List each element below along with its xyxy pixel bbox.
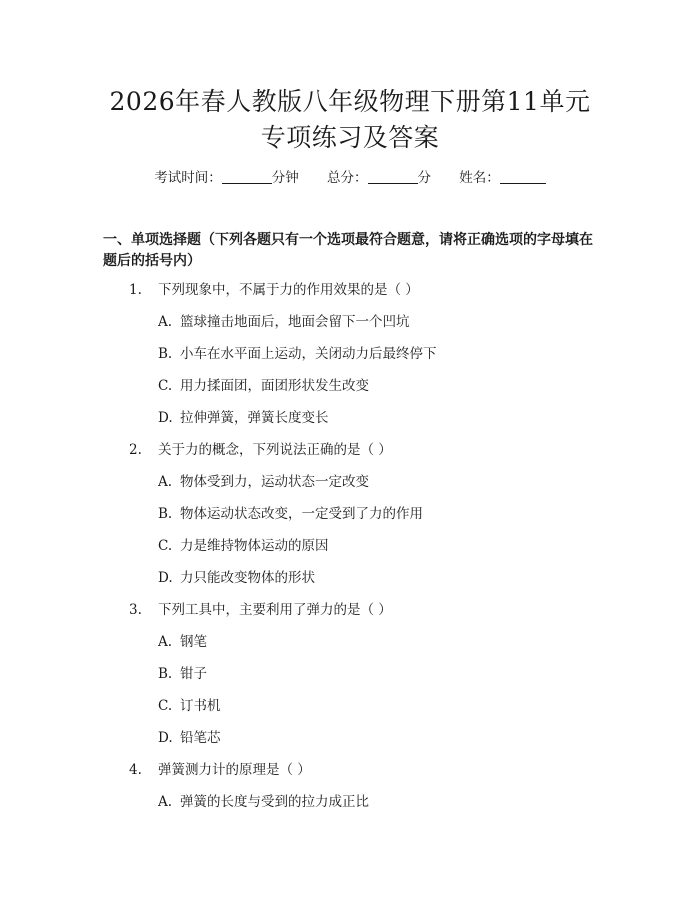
question-2-option-d [158,568,315,588]
option-letter: A. [158,314,173,330]
option-letter: B. [158,666,173,682]
option-text: 钢笔 [180,634,207,650]
question-2 [129,440,392,460]
option-text: 物体受到力，运动状态一定改变 [180,474,369,490]
option-text: 力只能改变物体的形状 [180,570,315,586]
option-text: 篮球撞击地面后，地面会留下一个凹坑 [180,314,410,330]
option-text: 用力揉面团，面团形状发生改变 [180,378,369,394]
question-number: 2. [129,442,142,458]
option-letter: D. [158,730,173,746]
question-1-option-c [158,376,369,396]
option-text: 物体运动状态改变，一定受到了力的作用 [180,506,423,522]
option-text: 订书机 [180,698,221,714]
option-letter: A. [158,794,173,810]
question-2-option-a [158,472,369,492]
student-name [459,168,546,188]
question-1-option-d [158,408,329,428]
section-heading: 一、单项选择题（下列各题只有一个选项最符合题意，请将正确选项的字母填在题后的括号内） [103,232,593,269]
score-blank [368,169,418,184]
score-unit: 分 [417,170,431,186]
exam-score [327,168,431,188]
option-letter: C. [158,698,173,714]
option-text: 钳子 [180,666,207,682]
question-3 [129,600,392,620]
time-label: 考试时间： [154,170,222,186]
page-title-line-2: 专项练习及答案 [260,123,440,152]
exam-meta [0,168,700,188]
question-4 [129,760,311,780]
question-number: 1. [129,282,142,298]
question-3-option-a [158,632,207,652]
question-number: 3. [129,602,142,618]
question-text: 下列现象中，不属于力的作用效果的是（ ） [158,282,419,298]
question-number: 4. [129,762,142,778]
option-letter: C. [158,538,173,554]
name-blank [500,169,546,184]
option-letter: A. [158,474,173,490]
question-1-option-a [158,312,410,332]
score-label: 总分： [327,170,368,186]
exam-time [154,168,299,188]
question-3-option-d [158,728,221,748]
option-letter: D. [158,410,173,426]
time-blank [222,169,272,184]
question-2-option-c [158,536,329,556]
question-4-option-a [158,792,369,812]
option-letter: A. [158,634,173,650]
question-text: 关于力的概念，下列说法正确的是（ ） [158,442,392,458]
question-1 [129,280,419,300]
option-text: 拉伸弹簧，弹簧长度变长 [180,410,329,426]
question-3-option-b [158,664,207,684]
page-title-line-1: 2026年春人教版八年级物理下册第11单元 [109,87,591,116]
option-letter: B. [158,506,173,522]
question-2-option-b [158,504,423,524]
option-letter: C. [158,378,173,394]
question-text: 弹簧测力计的原理是（ ） [158,762,311,778]
option-text: 小车在水平面上运动，关闭动力后最终停下 [180,346,437,362]
question-text: 下列工具中，主要利用了弹力的是（ ） [158,602,392,618]
option-text: 力是维持物体运动的原因 [180,538,329,554]
question-1-option-b [158,344,437,364]
question-3-option-c [158,696,221,716]
option-text: 弹簧的长度与受到的拉力成正比 [180,794,369,810]
option-text: 铅笔芯 [180,730,221,746]
option-letter: D. [158,570,173,586]
time-unit: 分钟 [271,170,299,186]
name-label: 姓名： [459,170,500,186]
option-letter: B. [158,346,173,362]
